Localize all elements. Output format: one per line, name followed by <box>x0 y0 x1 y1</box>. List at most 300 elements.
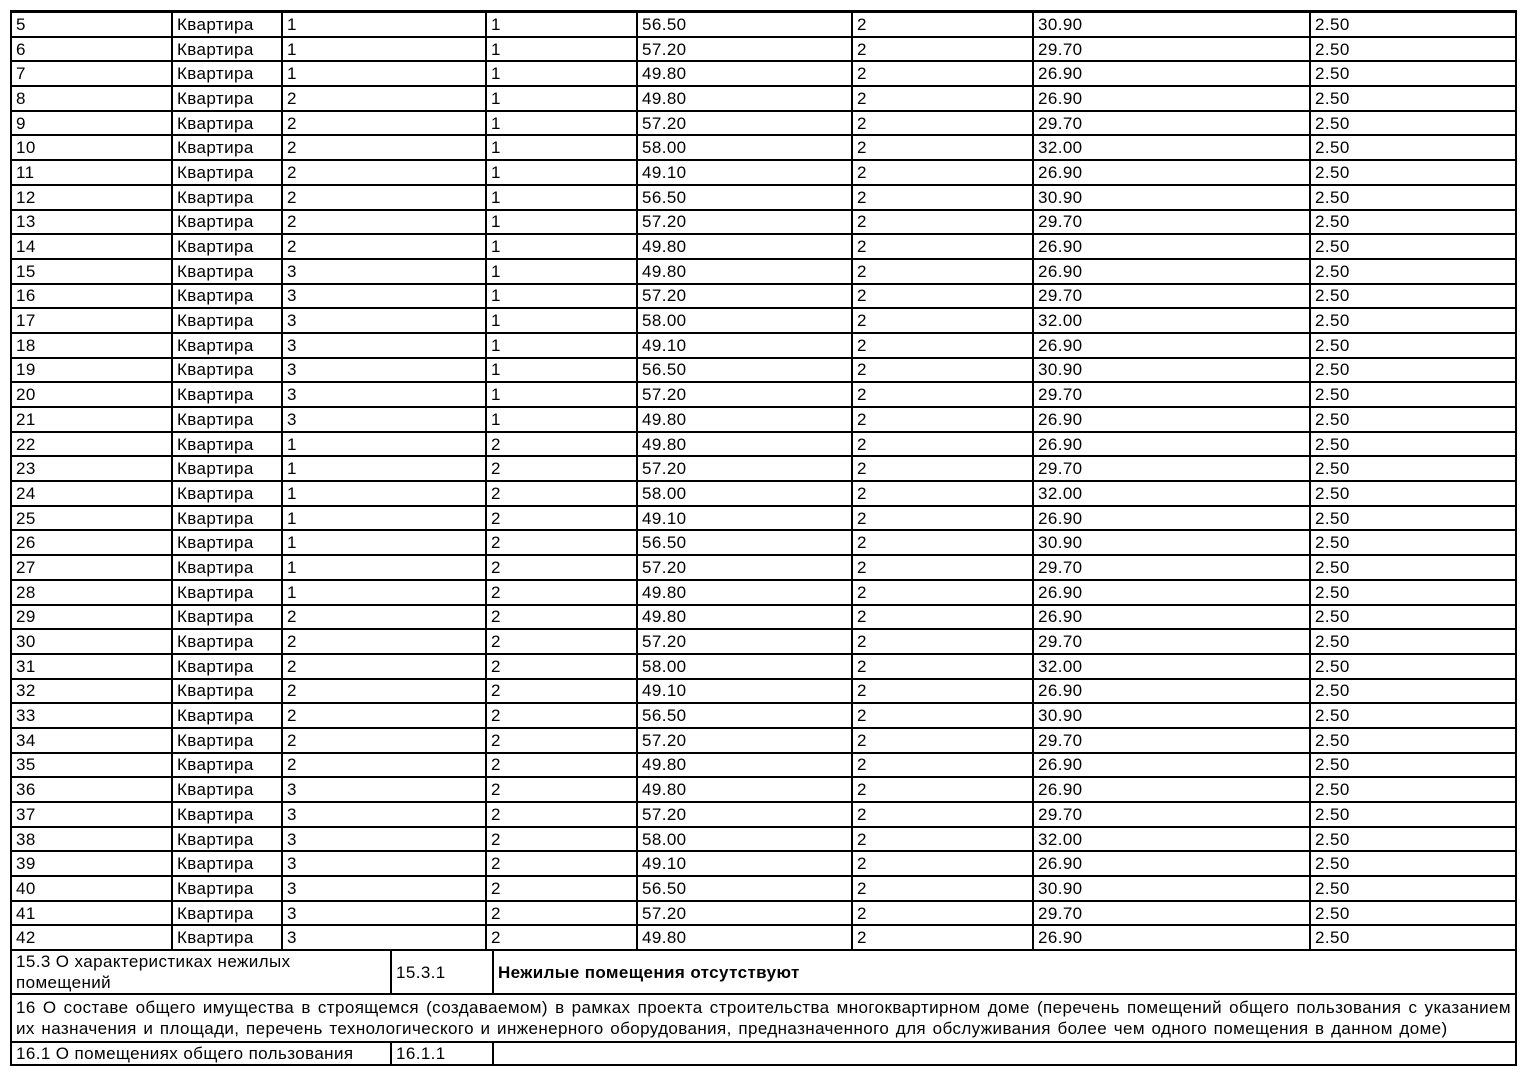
cell-total-area: 49.80 <box>637 432 852 457</box>
apartment-row <box>11 481 1516 506</box>
cell-ceiling-height: 2.50 <box>1310 728 1516 753</box>
cell-premise-type: Квартира <box>172 407 282 432</box>
cell-row-number: 33 <box>11 703 172 728</box>
cell-ceiling-height: 2.50 <box>1310 555 1516 580</box>
cell-rooms-count: 2 <box>852 160 1033 185</box>
cell-living-area: 32.00 <box>1033 481 1310 506</box>
cell-floor: 1 <box>486 111 637 136</box>
cell-row-number: 42 <box>11 925 172 950</box>
cell-floor: 2 <box>486 876 637 901</box>
cell-floor: 2 <box>486 481 637 506</box>
cell-rooms-count: 2 <box>852 382 1033 407</box>
cell-premise-type: Квартира <box>172 284 282 309</box>
cell-floor: 1 <box>486 86 637 111</box>
cell-premise-type: Квартира <box>172 358 282 383</box>
cell-row-number: 13 <box>11 210 172 235</box>
cell-total-area: 49.80 <box>637 777 852 802</box>
cell-entrance-section: 1 <box>282 555 486 580</box>
cell-row-number: 34 <box>11 728 172 753</box>
cell-row-number: 24 <box>11 481 172 506</box>
cell-floor: 2 <box>486 925 637 950</box>
apartment-row <box>11 555 1516 580</box>
cell-floor: 2 <box>486 703 637 728</box>
cell-row-number: 23 <box>11 456 172 481</box>
cell-living-area: 26.90 <box>1033 679 1310 704</box>
cell-living-area: 26.90 <box>1033 160 1310 185</box>
cell-entrance-section: 2 <box>282 753 486 778</box>
cell-entrance-section: 2 <box>282 111 486 136</box>
cell-living-area: 29.70 <box>1033 901 1310 926</box>
cell-ceiling-height: 2.50 <box>1310 333 1516 358</box>
cell-ceiling-height: 2.50 <box>1310 876 1516 901</box>
cell-ceiling-height: 2.50 <box>1310 580 1516 605</box>
cell-premise-type: Квартира <box>172 481 282 506</box>
cell-ceiling-height: 2.50 <box>1310 777 1516 802</box>
cell-living-area: 29.70 <box>1033 728 1310 753</box>
cell-rooms-count: 2 <box>852 753 1033 778</box>
cell-row-number: 8 <box>11 86 172 111</box>
cell-rooms-count: 2 <box>852 284 1033 309</box>
cell-row-number: 11 <box>11 160 172 185</box>
cell-living-area: 26.90 <box>1033 259 1310 284</box>
cell-floor: 1 <box>486 210 637 235</box>
cell-floor: 1 <box>486 61 637 86</box>
apartment-row <box>11 259 1516 284</box>
cell-row-number: 31 <box>11 654 172 679</box>
cell-living-area: 26.90 <box>1033 234 1310 259</box>
cell-floor: 2 <box>486 530 637 555</box>
apartment-row <box>11 86 1516 111</box>
cell-entrance-section: 2 <box>282 629 486 654</box>
cell-floor: 2 <box>486 456 637 481</box>
apartment-row <box>11 851 1516 876</box>
cell-entrance-section: 1 <box>282 456 486 481</box>
cell-total-area: 58.00 <box>637 481 852 506</box>
apartment-row <box>11 185 1516 210</box>
cell-living-area: 26.90 <box>1033 61 1310 86</box>
cell-total-area: 49.80 <box>637 259 852 284</box>
cell-entrance-section: 1 <box>282 37 486 62</box>
cell-ceiling-height: 2.50 <box>1310 61 1516 86</box>
apartment-row <box>11 432 1516 457</box>
cell-row-number: 10 <box>11 135 172 160</box>
apartment-row <box>11 308 1516 333</box>
cell-living-area: 30.90 <box>1033 12 1310 37</box>
cell-entrance-section: 1 <box>282 580 486 605</box>
apartment-row <box>11 827 1516 852</box>
cell-premise-type: Квартира <box>172 876 282 901</box>
cell-row-number: 9 <box>11 111 172 136</box>
cell-premise-type: Квартира <box>172 12 282 37</box>
cell-entrance-section: 3 <box>282 802 486 827</box>
section-15-3-value: Нежилые помещения отсутствуют <box>493 950 1516 994</box>
cell-entrance-section: 2 <box>282 703 486 728</box>
cell-ceiling-height: 2.50 <box>1310 86 1516 111</box>
cell-floor: 1 <box>486 37 637 62</box>
cell-ceiling-height: 2.50 <box>1310 210 1516 235</box>
cell-floor: 2 <box>486 728 637 753</box>
cell-living-area: 30.90 <box>1033 703 1310 728</box>
cell-row-number: 35 <box>11 753 172 778</box>
cell-premise-type: Квартира <box>172 753 282 778</box>
cell-living-area: 30.90 <box>1033 876 1310 901</box>
cell-premise-type: Квартира <box>172 555 282 580</box>
cell-living-area: 29.70 <box>1033 37 1310 62</box>
cell-premise-type: Квартира <box>172 654 282 679</box>
cell-rooms-count: 2 <box>852 432 1033 457</box>
cell-entrance-section: 1 <box>282 432 486 457</box>
cell-living-area: 29.70 <box>1033 802 1310 827</box>
cell-floor: 2 <box>486 654 637 679</box>
cell-rooms-count: 2 <box>852 555 1033 580</box>
cell-premise-type: Квартира <box>172 703 282 728</box>
cell-premise-type: Квартира <box>172 61 282 86</box>
cell-living-area: 29.70 <box>1033 111 1310 136</box>
cell-living-area: 30.90 <box>1033 358 1310 383</box>
apartment-row <box>11 901 1516 926</box>
apartment-row <box>11 679 1516 704</box>
cell-premise-type: Квартира <box>172 530 282 555</box>
section-16-1 <box>11 1042 1516 1065</box>
cell-row-number: 17 <box>11 308 172 333</box>
cell-entrance-section: 2 <box>282 679 486 704</box>
cell-total-area: 49.80 <box>637 86 852 111</box>
cell-rooms-count: 2 <box>852 12 1033 37</box>
cell-floor: 1 <box>486 135 637 160</box>
cell-floor: 1 <box>486 333 637 358</box>
apartments-table-body <box>11 12 1516 951</box>
cell-premise-type: Квартира <box>172 456 282 481</box>
cell-rooms-count: 2 <box>852 259 1033 284</box>
cell-premise-type: Квартира <box>172 135 282 160</box>
cell-total-area: 57.20 <box>637 629 852 654</box>
cell-rooms-count: 2 <box>852 679 1033 704</box>
cell-rooms-count: 2 <box>852 61 1033 86</box>
cell-living-area: 26.90 <box>1033 506 1310 531</box>
cell-total-area: 58.00 <box>637 827 852 852</box>
cell-entrance-section: 3 <box>282 407 486 432</box>
cell-row-number: 37 <box>11 802 172 827</box>
cell-row-number: 36 <box>11 777 172 802</box>
cell-total-area: 49.80 <box>637 753 852 778</box>
cell-rooms-count: 2 <box>852 210 1033 235</box>
cell-living-area: 29.70 <box>1033 382 1310 407</box>
cell-entrance-section: 2 <box>282 86 486 111</box>
cell-rooms-count: 2 <box>852 506 1033 531</box>
cell-entrance-section: 1 <box>282 481 486 506</box>
cell-ceiling-height: 2.50 <box>1310 382 1516 407</box>
cell-rooms-count: 2 <box>852 358 1033 383</box>
cell-rooms-count: 2 <box>852 629 1033 654</box>
cell-ceiling-height: 2.50 <box>1310 37 1516 62</box>
cell-floor: 2 <box>486 555 637 580</box>
cell-living-area: 29.70 <box>1033 555 1310 580</box>
cell-ceiling-height: 2.50 <box>1310 284 1516 309</box>
cell-row-number: 40 <box>11 876 172 901</box>
cell-living-area: 26.90 <box>1033 333 1310 358</box>
cell-entrance-section: 1 <box>282 61 486 86</box>
cell-total-area: 56.50 <box>637 12 852 37</box>
cell-premise-type: Квартира <box>172 728 282 753</box>
cell-total-area: 57.20 <box>637 802 852 827</box>
cell-floor: 2 <box>486 851 637 876</box>
cell-entrance-section: 3 <box>282 777 486 802</box>
apartment-row <box>11 753 1516 778</box>
cell-total-area: 57.20 <box>637 210 852 235</box>
section-16-1-row <box>10 1041 1517 1066</box>
cell-entrance-section: 3 <box>282 382 486 407</box>
apartment-row <box>11 629 1516 654</box>
cell-total-area: 58.00 <box>637 308 852 333</box>
cell-entrance-section: 1 <box>282 12 486 37</box>
cell-floor: 2 <box>486 580 637 605</box>
cell-rooms-count: 2 <box>852 876 1033 901</box>
cell-entrance-section: 3 <box>282 901 486 926</box>
cell-ceiling-height: 2.50 <box>1310 753 1516 778</box>
cell-total-area: 49.80 <box>637 234 852 259</box>
apartment-row <box>11 407 1516 432</box>
section-15-3-row <box>10 949 1517 995</box>
cell-rooms-count: 2 <box>852 37 1033 62</box>
cell-row-number: 29 <box>11 605 172 630</box>
section-16 <box>11 994 1516 1042</box>
cell-ceiling-height: 2.50 <box>1310 629 1516 654</box>
cell-premise-type: Квартира <box>172 629 282 654</box>
cell-rooms-count: 2 <box>852 308 1033 333</box>
cell-total-area: 49.10 <box>637 160 852 185</box>
cell-ceiling-height: 2.50 <box>1310 12 1516 37</box>
cell-entrance-section: 2 <box>282 185 486 210</box>
cell-living-area: 26.90 <box>1033 753 1310 778</box>
cell-entrance-section: 3 <box>282 259 486 284</box>
cell-entrance-section: 1 <box>282 530 486 555</box>
cell-ceiling-height: 2.50 <box>1310 160 1516 185</box>
cell-row-number: 22 <box>11 432 172 457</box>
cell-living-area: 30.90 <box>1033 530 1310 555</box>
cell-premise-type: Квартира <box>172 210 282 235</box>
cell-premise-type: Квартира <box>172 851 282 876</box>
cell-floor: 1 <box>486 234 637 259</box>
section-15-3-code: 15.3.1 <box>391 950 493 994</box>
cell-floor: 2 <box>486 827 637 852</box>
cell-living-area: 26.90 <box>1033 86 1310 111</box>
cell-premise-type: Квартира <box>172 234 282 259</box>
apartment-row <box>11 12 1516 37</box>
cell-living-area: 26.90 <box>1033 605 1310 630</box>
cell-rooms-count: 2 <box>852 530 1033 555</box>
cell-floor: 2 <box>486 679 637 704</box>
section-16-row <box>10 993 1517 1043</box>
apartment-row <box>11 802 1516 827</box>
cell-ceiling-height: 2.50 <box>1310 925 1516 950</box>
cell-row-number: 14 <box>11 234 172 259</box>
cell-premise-type: Квартира <box>172 86 282 111</box>
apartment-row <box>11 605 1516 630</box>
cell-ceiling-height: 2.50 <box>1310 827 1516 852</box>
cell-floor: 2 <box>486 901 637 926</box>
cell-ceiling-height: 2.50 <box>1310 308 1516 333</box>
cell-floor: 2 <box>486 506 637 531</box>
cell-premise-type: Квартира <box>172 111 282 136</box>
cell-row-number: 38 <box>11 827 172 852</box>
cell-floor: 2 <box>486 432 637 457</box>
cell-total-area: 57.20 <box>637 555 852 580</box>
cell-total-area: 49.10 <box>637 506 852 531</box>
cell-row-number: 30 <box>11 629 172 654</box>
cell-living-area: 26.90 <box>1033 925 1310 950</box>
cell-premise-type: Квартира <box>172 185 282 210</box>
cell-premise-type: Квартира <box>172 827 282 852</box>
apartment-row <box>11 703 1516 728</box>
cell-entrance-section: 2 <box>282 654 486 679</box>
cell-entrance-section: 3 <box>282 876 486 901</box>
cell-premise-type: Квартира <box>172 432 282 457</box>
cell-total-area: 57.20 <box>637 456 852 481</box>
cell-entrance-section: 3 <box>282 851 486 876</box>
cell-entrance-section: 2 <box>282 135 486 160</box>
cell-living-area: 26.90 <box>1033 407 1310 432</box>
cell-rooms-count: 2 <box>852 111 1033 136</box>
cell-rooms-count: 2 <box>852 802 1033 827</box>
cell-row-number: 15 <box>11 259 172 284</box>
cell-total-area: 56.50 <box>637 530 852 555</box>
cell-ceiling-height: 2.50 <box>1310 135 1516 160</box>
section-16-text: 16 О составе общего имущества в строящемся (создаваемом) в рамках проекта строительства многоквартирном доме (перечень помещений общего пользования с указанием их назначения и площади, перечень технологического и инженерного оборудования, предназначенного для обслуживания более чем одного помещения в данном доме) <box>11 994 1516 1042</box>
cell-row-number: 12 <box>11 185 172 210</box>
cell-row-number: 7 <box>11 61 172 86</box>
cell-entrance-section: 2 <box>282 605 486 630</box>
cell-rooms-count: 2 <box>852 481 1033 506</box>
cell-entrance-section: 3 <box>282 925 486 950</box>
apartment-row <box>11 506 1516 531</box>
cell-ceiling-height: 2.50 <box>1310 802 1516 827</box>
apartment-row <box>11 37 1516 62</box>
cell-living-area: 26.90 <box>1033 580 1310 605</box>
cell-entrance-section: 3 <box>282 827 486 852</box>
cell-floor: 1 <box>486 382 637 407</box>
cell-rooms-count: 2 <box>852 456 1033 481</box>
cell-total-area: 57.20 <box>637 901 852 926</box>
apartment-row <box>11 333 1516 358</box>
cell-entrance-section: 2 <box>282 234 486 259</box>
cell-premise-type: Квартира <box>172 308 282 333</box>
cell-rooms-count: 2 <box>852 234 1033 259</box>
cell-row-number: 28 <box>11 580 172 605</box>
cell-premise-type: Квартира <box>172 802 282 827</box>
cell-living-area: 29.70 <box>1033 629 1310 654</box>
cell-total-area: 56.50 <box>637 185 852 210</box>
cell-rooms-count: 2 <box>852 925 1033 950</box>
cell-floor: 2 <box>486 605 637 630</box>
apartment-row <box>11 580 1516 605</box>
cell-total-area: 49.80 <box>637 61 852 86</box>
section-15-3-label: 15.3 О характеристиках нежилых помещений <box>11 950 391 994</box>
cell-ceiling-height: 2.50 <box>1310 605 1516 630</box>
cell-living-area: 29.70 <box>1033 284 1310 309</box>
apartment-row <box>11 358 1516 383</box>
cell-living-area: 32.00 <box>1033 654 1310 679</box>
apartment-row <box>11 777 1516 802</box>
cell-ceiling-height: 2.50 <box>1310 703 1516 728</box>
cell-total-area: 57.20 <box>637 37 852 62</box>
cell-floor: 1 <box>486 12 637 37</box>
cell-ceiling-height: 2.50 <box>1310 358 1516 383</box>
cell-row-number: 21 <box>11 407 172 432</box>
cell-total-area: 49.10 <box>637 851 852 876</box>
cell-premise-type: Квартира <box>172 925 282 950</box>
apartment-row <box>11 654 1516 679</box>
cell-premise-type: Квартира <box>172 382 282 407</box>
cell-total-area: 56.50 <box>637 358 852 383</box>
cell-floor: 1 <box>486 160 637 185</box>
cell-living-area: 26.90 <box>1033 777 1310 802</box>
cell-total-area: 56.50 <box>637 703 852 728</box>
cell-ceiling-height: 2.50 <box>1310 407 1516 432</box>
cell-entrance-section: 1 <box>282 506 486 531</box>
cell-floor: 1 <box>486 407 637 432</box>
cell-premise-type: Квартира <box>172 679 282 704</box>
cell-row-number: 6 <box>11 37 172 62</box>
cell-ceiling-height: 2.50 <box>1310 506 1516 531</box>
apartment-row <box>11 111 1516 136</box>
apartment-row <box>11 456 1516 481</box>
apartment-row <box>11 135 1516 160</box>
cell-living-area: 29.70 <box>1033 210 1310 235</box>
cell-row-number: 27 <box>11 555 172 580</box>
cell-entrance-section: 3 <box>282 308 486 333</box>
cell-total-area: 57.20 <box>637 284 852 309</box>
cell-row-number: 41 <box>11 901 172 926</box>
cell-ceiling-height: 2.50 <box>1310 234 1516 259</box>
cell-total-area: 49.80 <box>637 580 852 605</box>
cell-total-area: 57.20 <box>637 728 852 753</box>
cell-living-area: 26.90 <box>1033 851 1310 876</box>
cell-ceiling-height: 2.50 <box>1310 111 1516 136</box>
cell-ceiling-height: 2.50 <box>1310 530 1516 555</box>
cell-premise-type: Квартира <box>172 580 282 605</box>
cell-floor: 2 <box>486 753 637 778</box>
cell-rooms-count: 2 <box>852 851 1033 876</box>
cell-living-area: 30.90 <box>1033 185 1310 210</box>
cell-rooms-count: 2 <box>852 703 1033 728</box>
cell-row-number: 5 <box>11 12 172 37</box>
cell-premise-type: Квартира <box>172 777 282 802</box>
cell-total-area: 49.10 <box>637 679 852 704</box>
cell-premise-type: Квартира <box>172 333 282 358</box>
cell-living-area: 29.70 <box>1033 456 1310 481</box>
cell-ceiling-height: 2.50 <box>1310 456 1516 481</box>
cell-total-area: 57.20 <box>637 111 852 136</box>
cell-floor: 2 <box>486 777 637 802</box>
cell-floor: 1 <box>486 284 637 309</box>
cell-premise-type: Квартира <box>172 901 282 926</box>
apartment-row <box>11 284 1516 309</box>
apartment-row <box>11 382 1516 407</box>
cell-living-area: 32.00 <box>1033 135 1310 160</box>
cell-rooms-count: 2 <box>852 580 1033 605</box>
cell-floor: 1 <box>486 308 637 333</box>
apartment-row <box>11 530 1516 555</box>
section-16-1-label: 16.1 О помещениях общего пользования <box>11 1042 391 1065</box>
cell-row-number: 25 <box>11 506 172 531</box>
apartment-row <box>11 876 1516 901</box>
apartment-row <box>11 925 1516 950</box>
cell-row-number: 16 <box>11 284 172 309</box>
cell-ceiling-height: 2.50 <box>1310 259 1516 284</box>
cell-floor: 2 <box>486 629 637 654</box>
cell-total-area: 49.10 <box>637 333 852 358</box>
cell-total-area: 49.80 <box>637 605 852 630</box>
